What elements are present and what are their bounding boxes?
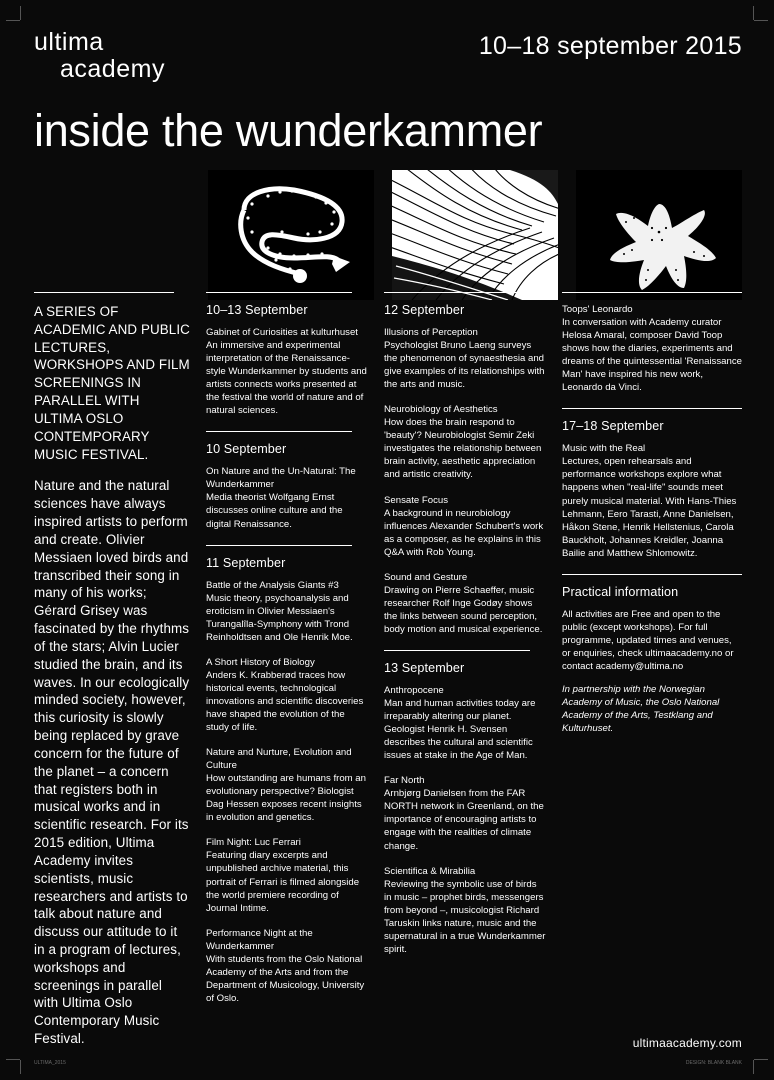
entry-title: Illusions of Perception (384, 327, 478, 338)
entry-title: Battle of the Analysis Giants #3 (206, 579, 339, 591)
column-intro (34, 292, 206, 1047)
section-heading: 13 September (384, 660, 465, 675)
entry-title: Film Night: Luc Ferrari (206, 837, 301, 849)
divider (206, 431, 352, 432)
column-schedule-2 (384, 292, 562, 1022)
section (562, 303, 742, 394)
section-heading: 17–18 September (562, 419, 664, 434)
list-item[interactable] (206, 656, 368, 734)
crop-mark (754, 1059, 768, 1060)
section-heading: 11 September (206, 555, 286, 570)
section (562, 419, 742, 559)
entry-desc: Featuring diary excerpts and unpublished archive material, this portrait of Ferrari is filmed alongside the world premiere recording of Journal Intime. (206, 850, 360, 914)
divider (206, 292, 352, 293)
crop-mark (6, 20, 20, 21)
entry-title: Neurobiology of Aesthetics (384, 404, 498, 416)
entry-desc: An immersive and experimental interpretation of the Renaissance-style Wunderkammer by students and artists connects works presented at the festival the world of nature and of natural sciences. (206, 340, 367, 417)
entry-title: Anthropocene (384, 684, 444, 696)
list-item[interactable] (206, 579, 368, 644)
entry-title: Sensate Focus (384, 494, 448, 506)
entry-title: Nature and Nurture, Evolution and Culture (206, 747, 352, 772)
crop-mark (753, 6, 754, 20)
list-item[interactable] (384, 684, 546, 762)
list-item[interactable] (206, 836, 368, 914)
practical-information (562, 585, 742, 735)
poster-headline: inside the wunderkammer (34, 105, 543, 156)
divider (384, 650, 530, 651)
entry-title: Scientifica & Mirabilia (384, 865, 476, 877)
entry-desc: In conversation with Academy curator Helosa Amaral, composer David Toop shows how the diaries, experiments and dreams of the quintessential 'Renaissance Man' have inspired his new work, Leonardo da Vinci. (562, 317, 742, 394)
entry-desc: With students from the Oslo National Academy of the Arts and from the Department of Musicology, University of Oslo. (206, 953, 365, 1004)
entry-desc: Anders K. Krabberød traces how historical events, technological innovations and scientific discoveries have shaped the evolution of the study of life. (206, 669, 364, 734)
snake-illustration (208, 170, 374, 300)
ultima-academy-logo (34, 30, 165, 82)
column-schedule-3 (562, 292, 742, 1022)
entry-title: Sound and Gesture (384, 571, 468, 583)
list-item[interactable] (206, 746, 368, 824)
feather-illustration (392, 170, 558, 300)
entry-desc: Psychologist Bruno Laeng surveys the phenomenon of synaesthesia and give examples of its relationships with the arts and music. (384, 340, 545, 391)
section (206, 556, 368, 1005)
festival-dates: 10–18 september 2015 (478, 32, 742, 60)
logo-line-ultima: ultima (34, 28, 104, 56)
list-item[interactable] (384, 494, 546, 559)
list-item[interactable] (384, 571, 546, 636)
entry-desc: How does the brain respond to 'beauty'? Neurobiologist Semir Zeki investigates the relationship between brain activity, aesthetic appreciation and artistic creativity. (384, 417, 542, 481)
entry-title: Far North (384, 775, 425, 787)
entry-title: Performance Night at the Wunderkammer (206, 927, 313, 952)
section-heading: 10–13 September (206, 303, 308, 317)
entry-desc: How outstanding are humans from an evolutionary perspective? Biologist Dag Hessen exposes recent insights in evolution and genetics. (206, 773, 366, 824)
list-item[interactable] (384, 326, 546, 391)
entry-title: Music with the Real (562, 443, 646, 455)
entry-desc: A background in neurobiology influences Alexander Schubert's work as a composer, as he explains in this Q&A with Rob Young. (384, 507, 544, 558)
crop-mark (20, 6, 21, 20)
entry-title: Gabinet of Curiosities at kulturhuset (206, 327, 358, 338)
section (384, 303, 546, 636)
list-item[interactable] (206, 465, 368, 530)
entry-desc: Lectures, open rehearsals and performance workshops explore what happens when "real-life" sounds meet purely musical material. With Hans-Thies Lehmann, Eero Tarasti, Anne Danielsen, Håkon Stene, Henrik Hellstenius, Carola Bauckholt, Johannes Kreidler, Joanna Bailie and Matthew Shlomowitz. (562, 456, 737, 559)
website-url[interactable]: ultimaacademy.com (632, 1036, 742, 1050)
entry-desc: Reviewing the symbolic use of birds in music – prophet birds, messengers from beyond –, musicologist Richard Taruskin links nature, music and the supernatural in a true Wunderkammer spirit. (384, 878, 546, 955)
starfish-illustration (576, 170, 742, 300)
entry-title: On Nature and the Un-Natural: The Wunderkammer (206, 466, 356, 491)
entry-desc: Man and human activities today are irreparably altering our planet. Geologist Henrik H. Svensen describes the cultural and scientific issues at stake in the Age of Man. (384, 698, 536, 762)
crop-mark (6, 1059, 20, 1060)
section (206, 442, 368, 530)
list-item[interactable] (384, 865, 546, 956)
section-heading: 12 September (384, 303, 465, 317)
practical-contact: All activities are Free and open to the public (except workshops). For full programme, updated times and venues, or enquiries, check ultimaacademy.no or contact academy@ultima.no (562, 608, 734, 672)
divider (34, 292, 174, 293)
column-schedule-1 (206, 292, 384, 1022)
divider (384, 292, 530, 293)
print-code-right: DESIGN: BLANK BLANK (685, 1060, 742, 1066)
section-heading: Practical information (562, 584, 679, 599)
intro-caps: A SERIES OF ACADEMIC AND PUBLIC LECTURES, WORKSHOPS AND FILM SCREENINGS IN PARALLEL WITH ULTIMA OSLO CONTEMPORARY MUSIC FESTIVAL. (34, 304, 190, 462)
list-item[interactable] (562, 303, 742, 394)
section (206, 303, 368, 417)
intro-block (34, 303, 190, 1048)
divider (562, 574, 742, 575)
illustration-row (208, 170, 742, 300)
crop-mark (753, 1060, 754, 1074)
list-item[interactable] (206, 326, 368, 417)
entry-desc: Media theorist Wolfgang Ernst discusses online culture and the digital Renaissance. (206, 492, 343, 530)
entry-desc: Music theory, psychoanalysis and eroticism in Olivier Messiaen's Turangalîla-Symphony with Trond Reinholdtsen and Ole Henrik Moe. (206, 592, 353, 643)
divider (206, 545, 352, 546)
logo-line-academy: academy (60, 55, 165, 83)
entry-title: A Short History of Biology (206, 656, 315, 668)
crop-mark (20, 1060, 21, 1074)
list-item[interactable] (384, 403, 546, 481)
section (384, 661, 546, 956)
list-item[interactable] (562, 442, 742, 559)
section-heading: 10 September (206, 442, 287, 457)
partnership-note: In partnership with the Norwegian Academy of Music, the Oslo National Academy of the Arts, Testklang and Kulturhuset. (562, 683, 720, 735)
crop-mark (754, 20, 768, 21)
divider (562, 408, 742, 409)
intro-body: Nature and the natural sciences have always inspired artists to perform and create. Olivier Messiaen loved birds and transcribed their song in many of his works; Gérard Grisey was fascinated by the rhythms of the stars; Alvin Lucier studied the brain, and its waves. In our ecologically minded society, however, this curiosity is slowly being replaced by grave concern for the future of the planet – a concern that registers both in musical works and in scientific research. For its 2015 edition, Ultima Academy invites scientists, music researchers and artists to talk about nature and discuss our attitude to it in a program of lectures, workshops and screenings in parallel with Ultima Oslo Contemporary Music Festival. (34, 478, 190, 1047)
list-item[interactable] (384, 774, 546, 852)
divider (562, 292, 742, 293)
entry-title: Toops' Leonardo (562, 304, 633, 315)
list-item[interactable] (206, 927, 368, 1005)
entry-desc: Drawing on Pierre Schaeffer, music researcher Rolf Inge Godøy shows the links between sound perception, body motion and musical experience. (384, 584, 543, 635)
print-code-left: ULTIMA_2015 (34, 1060, 66, 1066)
poster-header (34, 30, 742, 82)
entry-desc: Arnbjørg Danielsen from the FAR NORTH network in Greenland, on the importance of encouraging artists to engage with the realities of climate change. (384, 788, 544, 852)
